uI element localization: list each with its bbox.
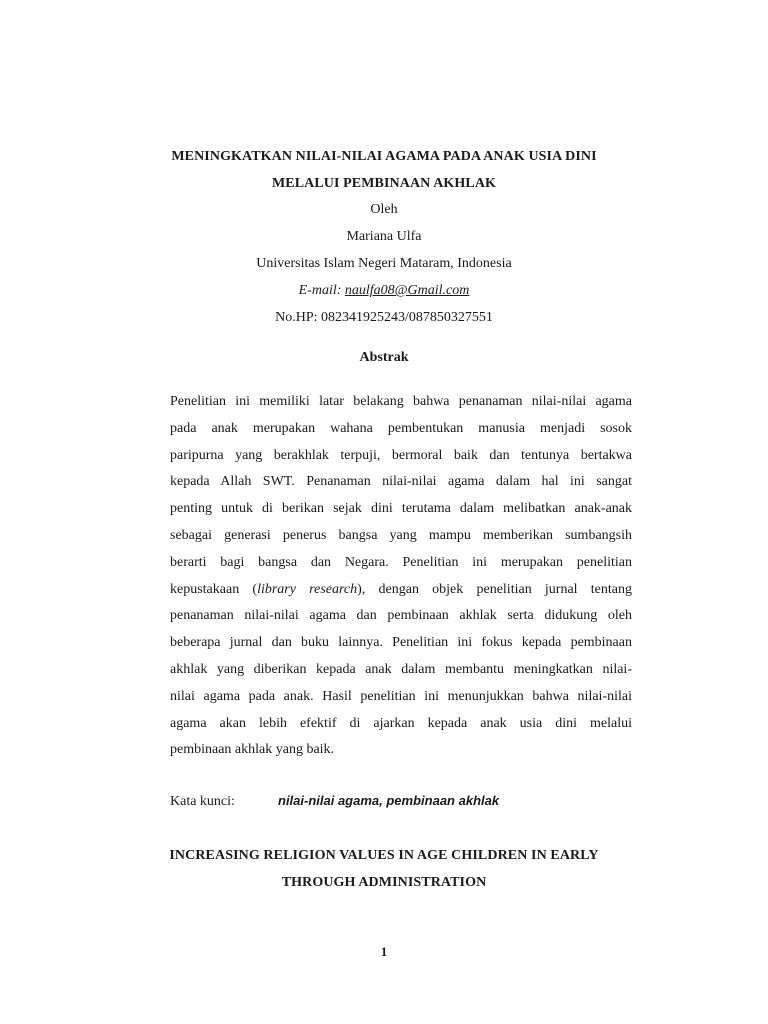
abstract-line: pada anak merupakan wahana pembentukan manusia menjadi sosok [170,420,632,436]
abstract-italic-term: library research [257,581,358,597]
keywords-row [170,792,499,811]
abstract-line: kepada Allah SWT. Penanaman nilai-nilai agama dalam hal ini sangat [170,474,632,490]
affiliation: Universitas Islam Negeri Mataram, Indonesia [256,256,512,271]
english-title-line-1: INCREASING RELIGION VALUES IN AGE CHILDREN IN EARLY [169,848,599,863]
abstract-line [170,577,632,604]
english-title-line-2: THROUGH ADMINISTRATION [281,875,487,890]
abstract-line: nilai agama pada anak. Hasil penelitian ini menunjukkan bahwa nilai-nilai [170,688,632,704]
title-line-2: MELALUI PEMBINAAN AKHLAK [271,176,497,191]
author-name: Mariana Ulfa [346,229,422,244]
phone-number: No.HP: 082341925243/087850327551 [275,310,493,325]
email-line [0,282,768,300]
email-link[interactable]: naulfa08@Gmail.com [344,283,470,298]
abstract-line: sebagai generasi penerus bangsa yang mampu memberikan sumbangsih [170,527,632,543]
keywords-label: Kata kunci: [170,794,235,809]
abstract-heading: Abstrak [359,350,409,365]
abstract-line: penanaman nilai-nilai agama dan pembinaan akhlak serta didukung oleh [170,608,632,624]
abstract-line: Penelitian ini memiliki latar belakang bahwa penanaman nilai-nilai agama [170,394,632,409]
abstract-text: ), dengan objek penelitian jurnal tentang [357,581,632,597]
page-number: 1 [380,944,388,959]
abstract-line: akhlak yang diberikan kepada anak dalam membantu meningkatkan nilai- [170,661,632,677]
email-label: E-mail: [298,283,342,298]
abstract-line: agama akan lebih efektif di ajarkan kepada anak usia dini melalui [170,715,632,731]
keywords-values: nilai-nilai agama, pembinaan akhlak [278,793,500,808]
title-line-1: MENINGKATKAN NILAI-NILAI AGAMA PADA ANAK USIA DINI [171,149,597,164]
abstract-line: beberapa jurnal dan buku lainnya. Penelitian ini fokus kepada pembinaan [170,635,632,651]
abstract-line: penting untuk di berikan sejak dini terutama dalam melibatkan anak-anak [170,501,632,517]
abstract-text: kepustakaan ( [170,581,258,597]
abstract-line: berarti bagi bangsa dan Negara. Penelitian ini merupakan penelitian [170,554,632,570]
byline: Oleh [370,202,398,217]
abstract-line: pembinaan akhlak yang baik. [170,742,335,758]
abstract-body [170,389,632,764]
abstract-line: paripurna yang berakhlak terpuji, bermoral baik dan tentunya bertakwa [170,447,632,463]
